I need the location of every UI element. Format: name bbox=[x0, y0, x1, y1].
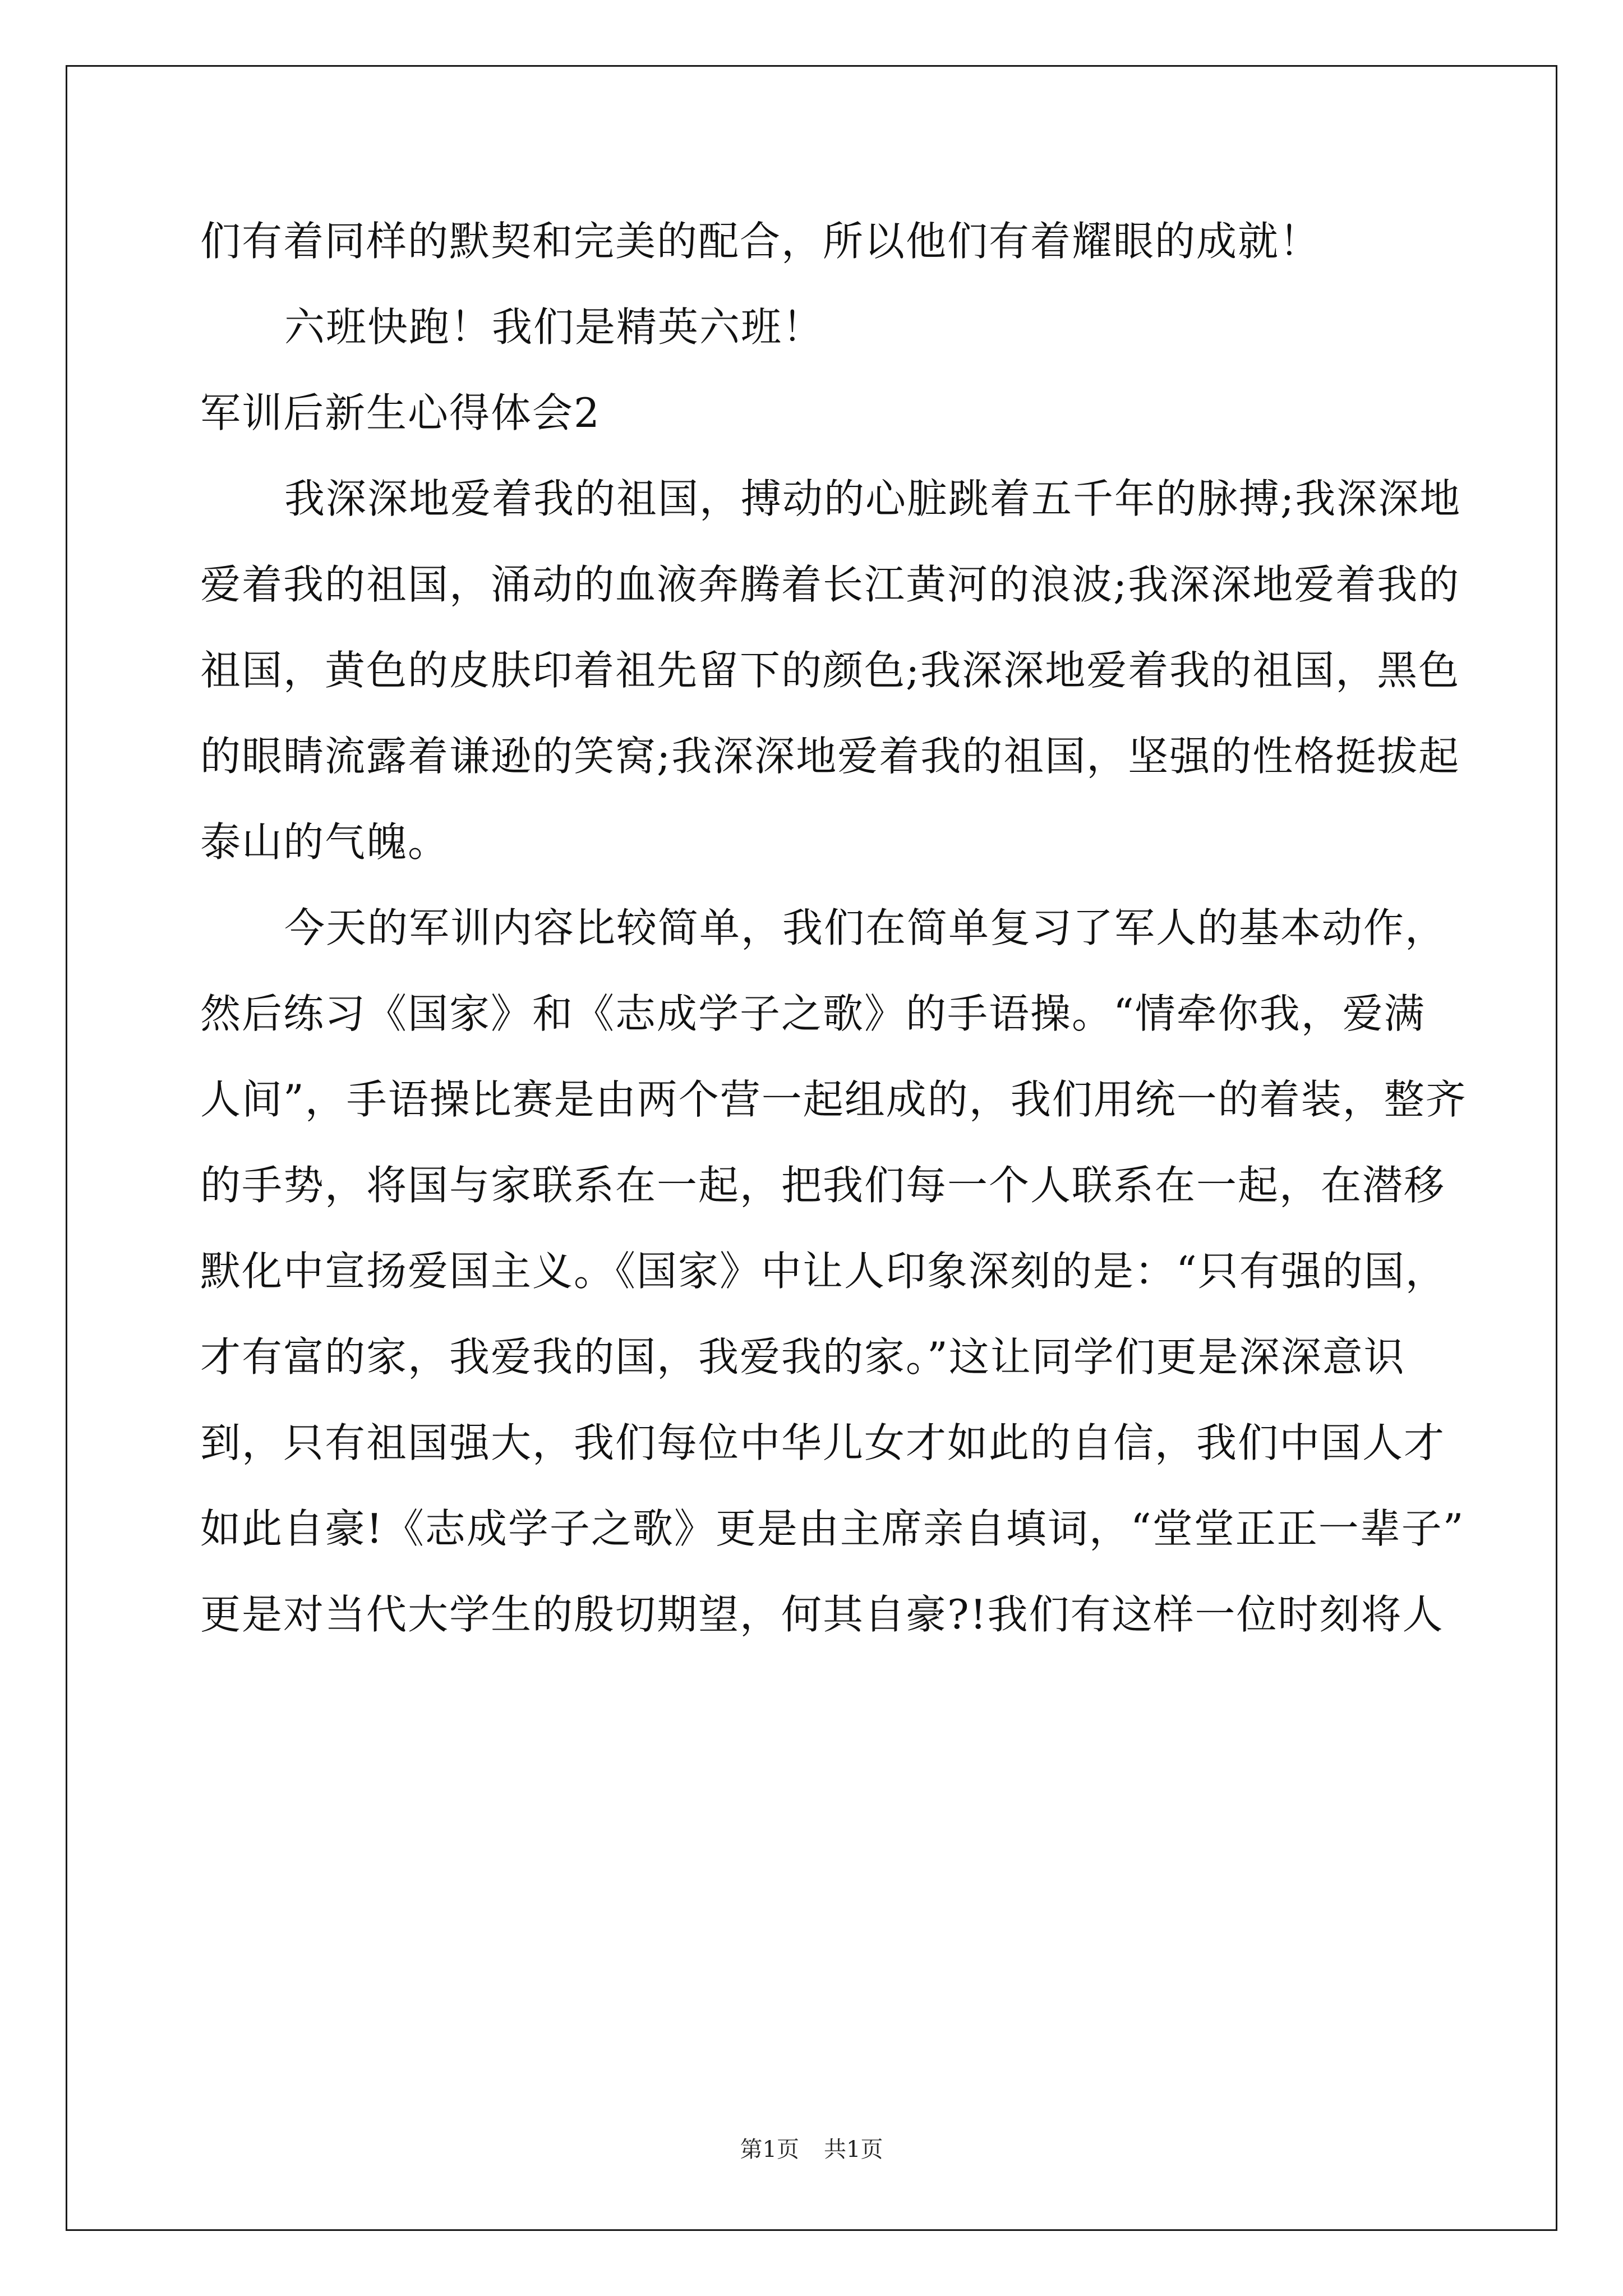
text-line: 更是对当代大学生的殷切期望，何其自豪?!我们有这样一位时刻将人 bbox=[200, 1591, 1444, 1638]
text-line: 的手势，将国与家联系在一起，把我们每一个人联系在一起，在潜移 bbox=[200, 1162, 1446, 1209]
text-line: 才有富的家，我爱我的国，我爱我的家。”这让同学们更是深深意识 bbox=[200, 1333, 1405, 1381]
text-line: 今天的军训内容比较简单，我们在简单复习了军人的基本动作， bbox=[284, 904, 1447, 951]
text-line: 泰山的气魄。 bbox=[200, 818, 450, 866]
page-total: 共1页 bbox=[824, 2137, 883, 2162]
text-line: 们有着同样的默契和完美的配合，所以他们有着耀眼的成就！ bbox=[200, 218, 1321, 265]
text-line: 如此自豪!《志成学子之歌》更是由主席亲自填词，“堂堂正正一辈子” bbox=[200, 1505, 1465, 1552]
text-line: 到，只有祖国强大，我们每位中华儿女才如此的自信，我们中国人才 bbox=[200, 1419, 1446, 1466]
section-heading: 军训后新生心得体会2 bbox=[200, 389, 601, 436]
text-line: 的眼睛流露着谦逊的笑窝;我深深地爱着我的祖国，坚强的性格挺拔起 bbox=[200, 733, 1460, 780]
text-line: 爱着我的祖国，涌动的血液奔腾着长江黄河的浪波;我深深地爱着我的 bbox=[200, 561, 1460, 608]
text-line: 祖国，黄色的皮肤印着祖先留下的颜色;我深深地爱着我的祖国，黑色 bbox=[200, 647, 1460, 694]
text-line: 默化中宣扬爱国主义。《国家》中让人印象深刻的是：“只有强的国， bbox=[200, 1248, 1447, 1295]
page-number: 第1页 bbox=[740, 2137, 799, 2162]
text-line: 六班快跑！我们是精英六班！ bbox=[284, 303, 824, 351]
page-footer bbox=[0, 2132, 1623, 2164]
text-line: 然后练习《国家》和《志成学子之歌》的手语操。“情牵你我，爱满 bbox=[200, 990, 1426, 1037]
text-line: 我深深地爱着我的祖国，搏动的心脏跳着五千年的脉搏;我深深地 bbox=[284, 475, 1461, 522]
text-line: 人间”，手语操比赛是由两个营一起组成的，我们用统一的着装，整齐 bbox=[200, 1076, 1467, 1123]
